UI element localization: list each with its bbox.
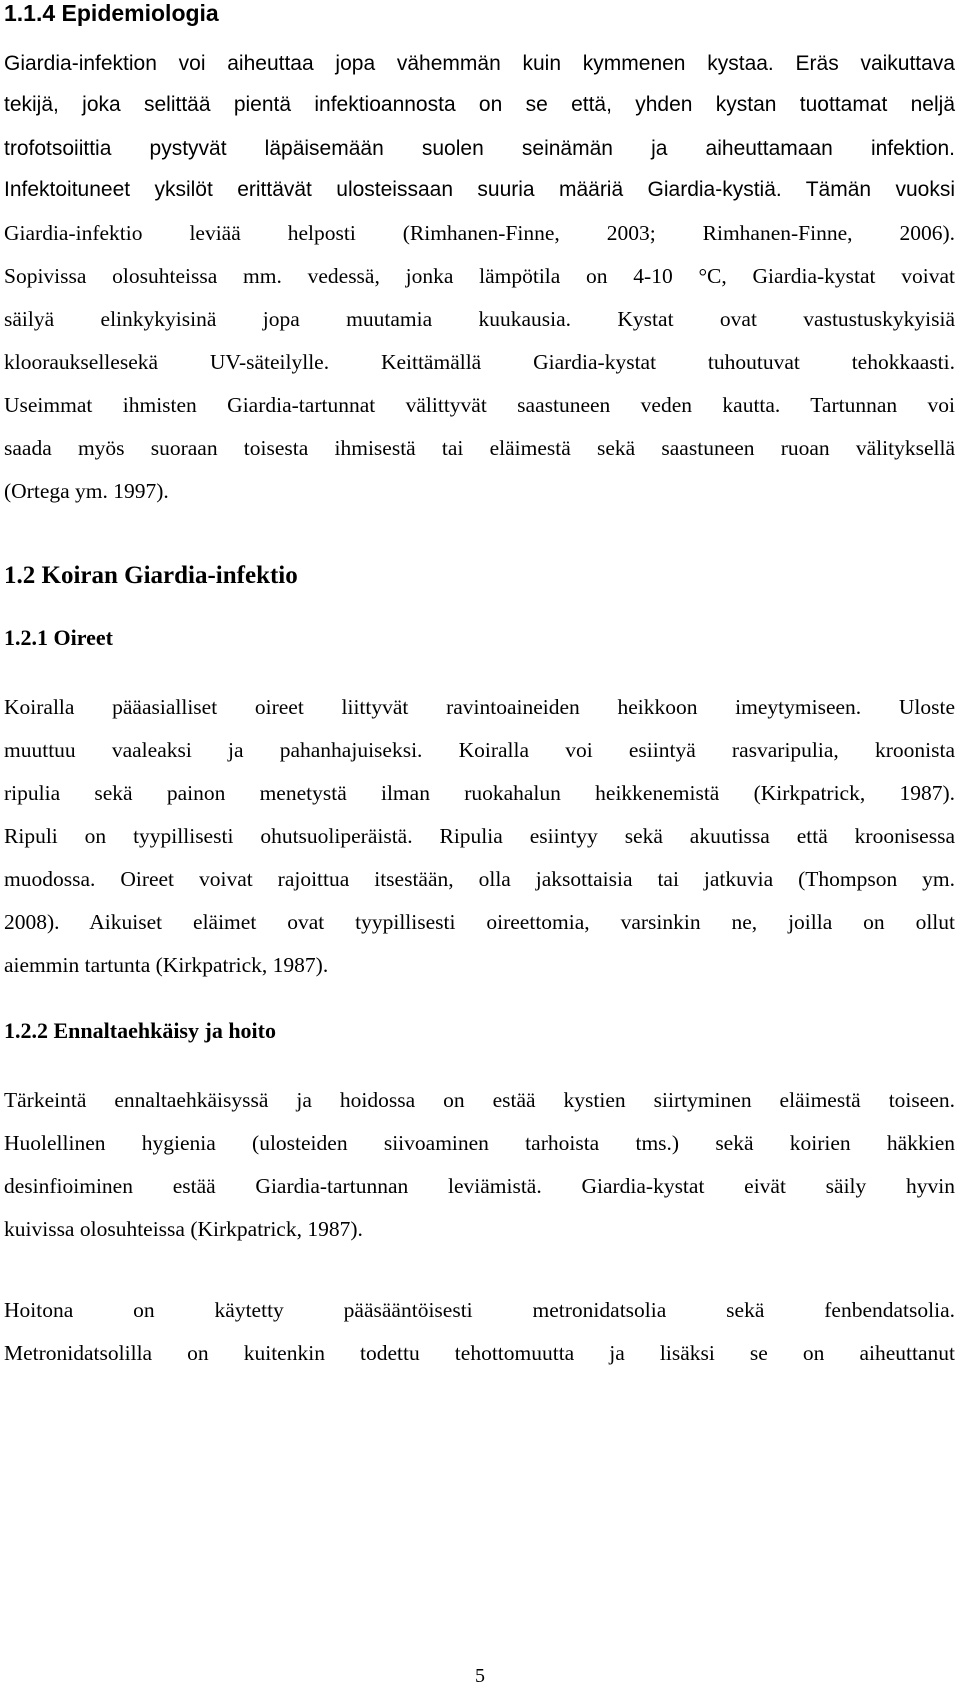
text-line: Hoitona on käytetty pääsääntöisesti metronidatsolia sekä fenbendatsolia. (4, 1298, 955, 1322)
text-line: Tärkeintä ennaltaehkäisyssä ja hoidossa on estää kystien siirtyminen eläimestä toiseen. (4, 1088, 955, 1112)
text-line: Giardia-infektio leviää helposti (Rimhanen-Finne, 2003; Rimhanen-Finne, 2006). (4, 221, 955, 245)
text-line: saada myös suoraan toisesta ihmisestä tai eläimestä sekä saastuneen ruoan välityksellä (4, 436, 955, 460)
text-line: Sopivissa olosuhteissa mm. vedessä, jonka lämpötila on 4-10 °C, Giardia-kystat voivat (4, 264, 955, 288)
text-line: säilyä elinkykyisinä jopa muutamia kuukausia. Kystat ovat vastustuskykyisiä (4, 307, 955, 331)
heading-epidemiology: 1.1.4 Epidemiologia (4, 0, 219, 26)
text-line: trofotsoiittia pystyvät läpäisemään suolen seinämän ja aiheuttamaan infektion. (4, 137, 955, 160)
text-line: desinfioiminen estää Giardia-tartunnan leviämistä. Giardia-kystat eivät säily hyvin (4, 1174, 955, 1198)
heading-prevention: 1.2.2 Ennaltaehkäisy ja hoito (4, 1018, 276, 1043)
text-line: ripulia sekä painon menetystä ilman ruokahalun heikkenemistä (Kirkpatrick, 1987). (4, 781, 955, 805)
text-line: tekijä, joka selittää pientä infektioannosta on se että, yhden kystan tuottamat neljä (4, 93, 955, 116)
text-line: Useimmat ihmisten Giardia-tartunnat välittyvät saastuneen veden kautta. Tartunnan voi (4, 393, 955, 417)
text-line: Infektoituneet yksilöt erittävät ulosteissaan suuria määriä Giardia-kystiä. Tämän vuoksi (4, 178, 955, 201)
heading-dog-giardia: 1.2 Koiran Giardia-infektio (4, 562, 298, 589)
text-line: (Ortega ym. 1997). (4, 479, 169, 503)
text-line: Giardia-infektion voi aiheuttaa jopa vähemmän kuin kymmenen kystaa. Eräs vaikuttava (4, 52, 955, 75)
text-line: muuttuu vaaleaksi ja pahanhajuiseksi. Koiralla voi esiintyä rasvaripulia, kroonista (4, 738, 955, 762)
text-line: Koiralla pääasialliset oireet liittyvät ravintoaineiden heikkoon imeytymiseen. Uloste (4, 695, 955, 719)
heading-symptoms: 1.2.1 Oireet (4, 625, 113, 650)
text-line: aiemmin tartunta (Kirkpatrick, 1987). (4, 953, 329, 977)
text-line: 2008). Aikuiset eläimet ovat tyypillisesti oireettomia, varsinkin ne, joilla on ollut (4, 910, 955, 934)
text-line: Huolellinen hygienia (ulosteiden siivoaminen tarhoista tms.) sekä koirien häkkien (4, 1131, 955, 1155)
page-number: 5 (475, 1665, 485, 1687)
text-line: Ripuli on tyypillisesti ohutsuoliperäistä. Ripulia esiintyy sekä akuutissa että kroonisessa (4, 824, 955, 848)
text-line: kuivissa olosuhteissa (Kirkpatrick, 1987). (4, 1217, 363, 1241)
text-line: Metronidatsolilla on kuitenkin todettu tehottomuutta ja lisäksi se on aiheuttanut (4, 1341, 955, 1365)
text-line: muodossa. Oireet voivat rajoittua itsestään, olla jaksottaisia tai jatkuvia (Thompson ym. (4, 867, 955, 891)
text-line: kloorauksellesekä UV-säteilylle. Keittämällä Giardia-kystat tuhoutuvat tehokkaasti. (4, 350, 955, 374)
